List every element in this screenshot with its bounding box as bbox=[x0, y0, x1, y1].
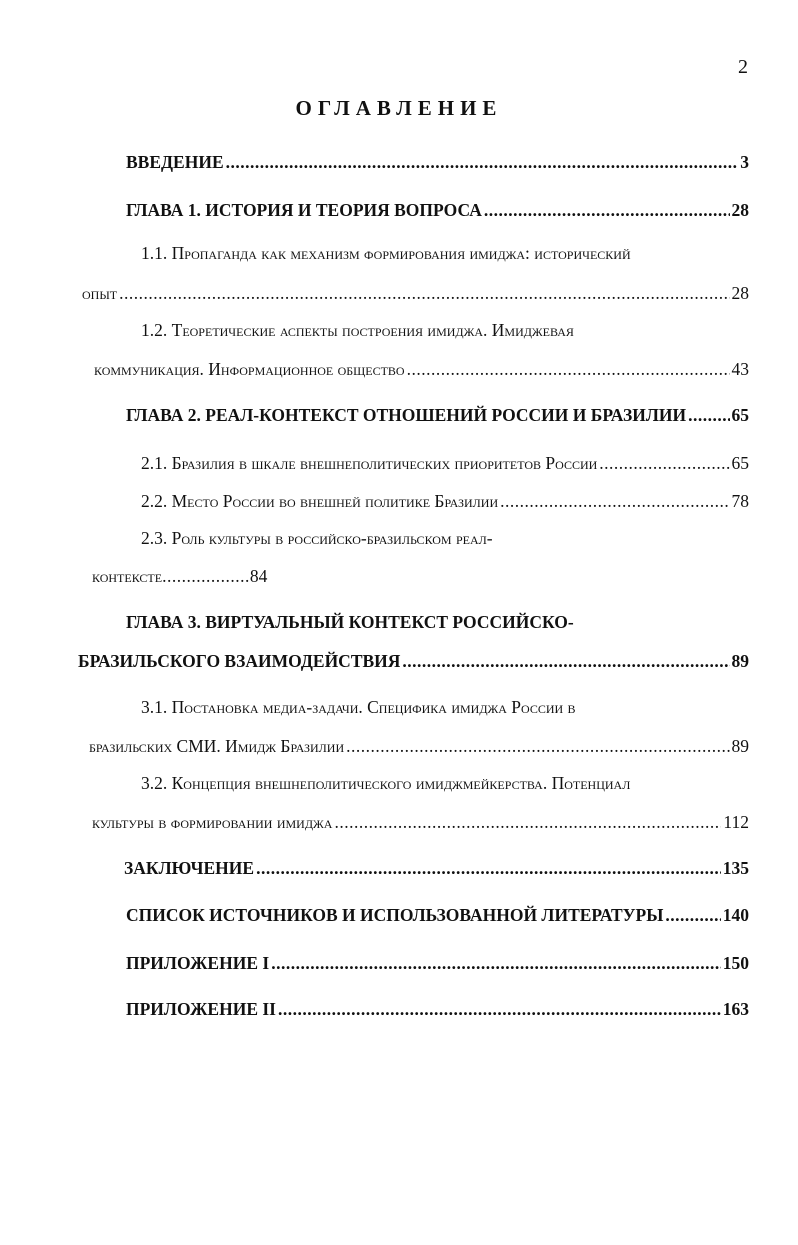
toc-entry-1-1[interactable] bbox=[82, 283, 749, 304]
toc-entry-page: 3 bbox=[740, 152, 749, 172]
leader-dots bbox=[278, 999, 721, 1020]
leader-dots bbox=[226, 152, 739, 173]
toc-entry-label: культуры в формировании имиджа bbox=[92, 812, 333, 832]
leader-dots bbox=[599, 453, 729, 474]
page-title: ОГЛАВЛЕНИЕ bbox=[295, 96, 503, 120]
toc-entry-label: 2.1. Бразилия в шкале внешнеполитических приоритетов России bbox=[141, 453, 598, 473]
toc-entry-label: коммуникация. Информационное общество bbox=[94, 359, 405, 379]
toc-entry-3-1-line1[interactable]: 3.1. Постановка медиа-задачи. Специфика имиджа России в bbox=[141, 697, 576, 717]
toc-entry-page: 89 bbox=[731, 736, 749, 756]
toc-entry-2-1[interactable] bbox=[141, 453, 749, 474]
leader-dots bbox=[484, 200, 730, 221]
toc-entry-label: ПРИЛОЖЕНИЕ II bbox=[126, 999, 276, 1019]
toc-entry-chapter-3[interactable] bbox=[78, 651, 749, 672]
toc-entry-conclusion[interactable] bbox=[124, 858, 749, 879]
toc-entry-label: ЗАКЛЮЧЕНИЕ bbox=[124, 858, 255, 878]
leader-dots bbox=[119, 283, 729, 304]
toc-entry-3-2-line1[interactable]: 3.2. Концепция внешнеполитического имиджмейкерства. Потенциал bbox=[141, 773, 631, 793]
toc-entry-2-3-line1[interactable]: 2.3. Роль культуры в российско-бразильском реал- bbox=[141, 528, 493, 548]
toc-entry-1-2-line1[interactable]: 1.2. Теоретические аспекты построения имиджа. Имиджевая bbox=[141, 320, 574, 340]
toc-entry-introduction[interactable] bbox=[126, 152, 749, 173]
toc-entry-3-1[interactable] bbox=[89, 736, 749, 757]
leader-dots bbox=[407, 359, 730, 380]
leader-dots bbox=[256, 858, 721, 879]
leader-dots bbox=[688, 405, 729, 426]
leader-dots bbox=[346, 736, 729, 757]
toc-entry-page: 112 bbox=[723, 812, 749, 832]
toc-entry-page: 135 bbox=[722, 858, 749, 878]
toc-entry-page: 65 bbox=[731, 453, 749, 473]
toc-entry-3-2[interactable] bbox=[92, 812, 749, 833]
toc-entry-page: 78 bbox=[731, 491, 749, 511]
leader-dots bbox=[402, 651, 729, 672]
leader-dots: .................. bbox=[162, 566, 250, 586]
toc-entry-bibliography[interactable] bbox=[126, 905, 749, 926]
toc-entry-label: 2.2. Место России во внешней политике Бразилии bbox=[141, 491, 499, 511]
toc-entry-label: ГЛАВА 1. ИСТОРИЯ И ТЕОРИЯ ВОПРОСА bbox=[126, 200, 482, 220]
toc-entry-2-2[interactable] bbox=[141, 491, 749, 512]
toc-entry-page: 43 bbox=[731, 359, 749, 379]
toc-entry-chapter-2[interactable] bbox=[126, 405, 749, 426]
toc-entry-label: ГЛАВА 2. РЕАЛ-КОНТЕКСТ ОТНОШЕНИЙ РОССИИ И БРАЗИЛИИ bbox=[126, 405, 687, 425]
toc-entry-1-2[interactable] bbox=[94, 359, 749, 380]
toc-entry-appendix-1[interactable] bbox=[126, 953, 749, 974]
leader-dots bbox=[334, 812, 721, 833]
toc-entry-label: ПРИЛОЖЕНИЕ I bbox=[126, 953, 270, 973]
page-number: 2 bbox=[738, 56, 748, 78]
toc-entry-appendix-2[interactable] bbox=[126, 999, 749, 1020]
toc-entry-2-3[interactable] bbox=[92, 566, 267, 587]
leader-dots bbox=[271, 953, 721, 974]
toc-entry-label: СПИСОК ИСТОЧНИКОВ И ИСПОЛЬЗОВАННОЙ ЛИТЕРАТУРЫ bbox=[126, 905, 664, 925]
toc-entry-page: 140 bbox=[722, 905, 749, 925]
toc-entry-page: 150 bbox=[722, 953, 749, 973]
toc-entry-page: 89 bbox=[731, 651, 749, 671]
leader-dots bbox=[665, 905, 720, 926]
toc-entry-page: 28 bbox=[731, 283, 749, 303]
toc-entry-label: бразильских СМИ. Имидж Бразилии bbox=[89, 736, 345, 756]
toc-entry-page: 28 bbox=[731, 200, 749, 220]
leader-dots bbox=[500, 491, 729, 512]
toc-entry-page: 65 bbox=[731, 405, 749, 425]
toc-entry-label: опыт bbox=[82, 283, 118, 303]
toc-entry-1-1-line1[interactable]: 1.1. Пропаганда как механизм формирования имиджа: исторический bbox=[141, 243, 631, 263]
toc-entry-label: ВВЕДЕНИЕ bbox=[126, 152, 224, 172]
toc-entry-page: 84 bbox=[249, 566, 268, 586]
toc-entry-label: БРАЗИЛЬСКОГО ВЗАИМОДЕЙСТВИЯ bbox=[78, 651, 401, 671]
toc-entry-label: контексте bbox=[92, 566, 163, 586]
toc-entry-chapter-1[interactable] bbox=[126, 200, 749, 221]
toc-entry-chapter-3-line1[interactable]: ГЛАВА 3. ВИРТУАЛЬНЫЙ КОНТЕКСТ РОССИЙСКО- bbox=[126, 612, 574, 632]
toc-entry-page: 163 bbox=[722, 999, 749, 1019]
